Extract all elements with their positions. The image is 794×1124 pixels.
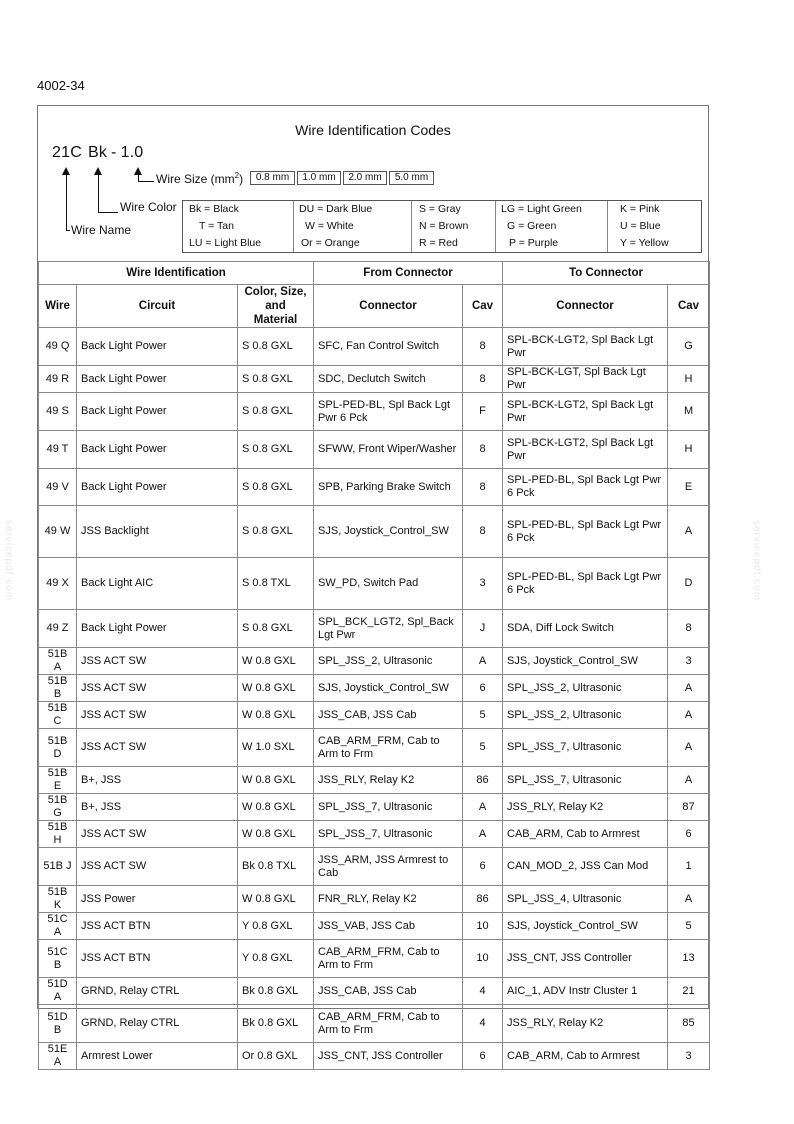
cell-from-connector: JSS_VAB, JSS Cab <box>314 913 463 940</box>
cell-wire: 51C B <box>39 940 77 978</box>
sample-wire-color: Bk <box>87 144 108 161</box>
cell-from-connector: SDC, Declutch Switch <box>314 366 463 393</box>
color-code: T = Tan <box>199 220 234 232</box>
cell-to-cav: A <box>668 506 710 558</box>
cell-circuit: JSS ACT BTN <box>77 913 238 940</box>
cell-to-cav: 6 <box>668 821 710 848</box>
cell-wire: 51B J <box>39 848 77 886</box>
table-row <box>39 1043 710 1070</box>
cell-from-cav: 6 <box>463 675 503 702</box>
cell-color-size-material: Or 0.8 GXL <box>238 1043 314 1070</box>
color-code-grid <box>182 200 702 253</box>
cell-to-connector: AIC_1, ADV Instr Cluster 1 <box>503 978 668 1005</box>
cell-color-size-material: Y 0.8 GXL <box>238 940 314 978</box>
table-row <box>39 558 710 610</box>
cell-color-size-material: W 0.8 GXL <box>238 648 314 675</box>
table-row <box>39 506 710 558</box>
cell-from-cav: 5 <box>463 702 503 729</box>
cell-color-size-material: S 0.8 TXL <box>238 558 314 610</box>
cell-to-connector: SDA, Diff Lock Switch <box>503 610 668 648</box>
cell-circuit: Armrest Lower <box>77 1043 238 1070</box>
cell-wire: 49 X <box>39 558 77 610</box>
cell-from-cav: 8 <box>463 366 503 393</box>
cell-to-cav: 85 <box>668 1005 710 1043</box>
cell-to-cav: 5 <box>668 913 710 940</box>
cell-circuit: Back Light AIC <box>77 558 238 610</box>
cell-wire: 51C A <box>39 913 77 940</box>
cell-to-cav: 3 <box>668 648 710 675</box>
cell-color-size-material: Y 0.8 GXL <box>238 913 314 940</box>
table-row <box>39 821 710 848</box>
cell-from-connector: FNR_RLY, Relay K2 <box>314 886 463 913</box>
cell-wire: 51E A <box>39 1043 77 1070</box>
cell-to-connector: SPL_JSS_2, Ultrasonic <box>503 675 668 702</box>
cell-to-cav: 87 <box>668 794 710 821</box>
cell-to-connector: CAN_MOD_2, JSS Can Mod <box>503 848 668 886</box>
table-row <box>39 978 710 1005</box>
cell-from-connector: CAB_ARM_FRM, Cab to Arm to Frm <box>314 729 463 767</box>
color-code: U = Blue <box>620 220 661 232</box>
color-code: S = Gray <box>419 203 461 215</box>
col-header-from-connector: Connector <box>314 285 463 328</box>
cell-from-connector: SPL_JSS_7, Ultrasonic <box>314 794 463 821</box>
wire-table <box>38 261 710 1070</box>
cell-from-cav: 4 <box>463 1005 503 1043</box>
cell-to-connector: SPL_JSS_2, Ultrasonic <box>503 702 668 729</box>
cell-from-cav: 4 <box>463 978 503 1005</box>
cell-color-size-material: W 0.8 GXL <box>238 675 314 702</box>
cell-from-connector: JSS_CNT, JSS Controller <box>314 1043 463 1070</box>
table-row <box>39 940 710 978</box>
cell-from-cav: A <box>463 821 503 848</box>
wire-color-arrow-icon <box>94 167 102 175</box>
cell-from-cav: 3 <box>463 558 503 610</box>
cell-circuit: Back Light Power <box>77 431 238 469</box>
watermark-right: servicepdf.com <box>751 520 762 602</box>
color-code: R = Red <box>419 237 458 249</box>
cell-to-connector: SPL-BCK-LGT2, Spl Back Lgt Pwr <box>503 328 668 366</box>
cell-circuit: Back Light Power <box>77 366 238 393</box>
table-row <box>39 469 710 506</box>
cell-circuit: JSS ACT SW <box>77 702 238 729</box>
wire-size-option: 0.8 mm <box>250 171 295 185</box>
cell-circuit: Back Light Power <box>77 610 238 648</box>
cell-circuit: Back Light Power <box>77 469 238 506</box>
cell-to-cav: D <box>668 558 710 610</box>
col-header-wire: Wire <box>39 285 77 328</box>
cell-color-size-material: Bk 0.8 GXL <box>238 1005 314 1043</box>
cell-to-cav: A <box>668 729 710 767</box>
cell-color-size-material: S 0.8 GXL <box>238 366 314 393</box>
cell-from-cav: A <box>463 794 503 821</box>
cell-from-connector: JSS_CAB, JSS Cab <box>314 978 463 1005</box>
cell-to-connector: SPL-BCK-LGT, Spl Back Lgt Pwr <box>503 366 668 393</box>
cell-to-connector: SPL-PED-BL, Spl Back Lgt Pwr 6 Pck <box>503 469 668 506</box>
cell-to-cav: E <box>668 469 710 506</box>
cell-to-cav: H <box>668 431 710 469</box>
cell-to-connector: CAB_ARM, Cab to Armrest <box>503 821 668 848</box>
cell-from-cav: 10 <box>463 913 503 940</box>
watermark-left: servicepdf.com <box>3 520 14 602</box>
table-row <box>39 675 710 702</box>
table-row <box>39 702 710 729</box>
cell-circuit: Back Light Power <box>77 393 238 431</box>
cell-to-connector: SPL-BCK-LGT2, Spl Back Lgt Pwr <box>503 393 668 431</box>
cell-from-connector: SPL_JSS_7, Ultrasonic <box>314 821 463 848</box>
cell-color-size-material: W 0.8 GXL <box>238 821 314 848</box>
cell-circuit: B+, JSS <box>77 794 238 821</box>
cell-circuit: Back Light Power <box>77 328 238 366</box>
sample-wire-size: 1.0 <box>120 144 144 161</box>
cell-to-cav: 13 <box>668 940 710 978</box>
cell-color-size-material: S 0.8 GXL <box>238 610 314 648</box>
cell-to-cav: H <box>668 366 710 393</box>
cell-from-cav: 86 <box>463 767 503 794</box>
cell-from-cav: F <box>463 393 503 431</box>
col-header-from-cav: Cav <box>463 285 503 328</box>
cell-to-cav: 3 <box>668 1043 710 1070</box>
cell-circuit: B+, JSS <box>77 767 238 794</box>
cell-from-connector: SJS, Joystick_Control_SW <box>314 506 463 558</box>
cell-circuit: JSS ACT SW <box>77 821 238 848</box>
cell-wire: 49 S <box>39 393 77 431</box>
cell-wire: 51B H <box>39 821 77 848</box>
table-row <box>39 648 710 675</box>
wire-name-label: Wire Name <box>71 223 132 237</box>
color-code: LU = Light Blue <box>189 237 262 249</box>
cell-to-connector: JSS_RLY, Relay K2 <box>503 1005 668 1043</box>
cell-from-connector: CAB_ARM_FRM, Cab to Arm to Frm <box>314 1005 463 1043</box>
cell-color-size-material: W 0.8 GXL <box>238 794 314 821</box>
cell-from-connector: SPL_BCK_LGT2, Spl_Back Lgt Pwr <box>314 610 463 648</box>
table-row <box>39 610 710 648</box>
group-header-wire-id: Wire Identification <box>39 262 314 285</box>
cell-to-cav: 8 <box>668 610 710 648</box>
cell-from-cav: 8 <box>463 328 503 366</box>
sample-wire-name: 21C <box>52 144 82 161</box>
cell-wire: 49 R <box>39 366 77 393</box>
cell-to-connector: SPL-BCK-LGT2, Spl Back Lgt Pwr <box>503 431 668 469</box>
col-header-color-size-material: Color, Size, and Material <box>238 285 314 328</box>
cell-from-connector: SPL_JSS_2, Ultrasonic <box>314 648 463 675</box>
color-code: W = White <box>305 220 354 232</box>
wire-color-label: Wire Color <box>120 200 177 214</box>
cell-to-cav: A <box>668 702 710 729</box>
cell-from-connector: SPL-PED-BL, Spl Back Lgt Pwr 6 Pck <box>314 393 463 431</box>
table-row <box>39 767 710 794</box>
cell-color-size-material: W 0.8 GXL <box>238 702 314 729</box>
cell-wire: 51B K <box>39 886 77 913</box>
cell-circuit: JSS ACT SW <box>77 675 238 702</box>
table-row <box>39 1005 710 1043</box>
cell-wire: 51B E <box>39 767 77 794</box>
table-row <box>39 431 710 469</box>
col-header-to-connector: Connector <box>503 285 668 328</box>
cell-to-cav: 1 <box>668 848 710 886</box>
color-code: DU = Dark Blue <box>299 203 373 215</box>
cell-from-cav: 10 <box>463 940 503 978</box>
wire-size-label: Wire Size $(mm^2)$ <box>156 171 244 186</box>
group-header-from: From Connector <box>314 262 503 285</box>
table-row <box>39 913 710 940</box>
cell-to-connector: SJS, Joystick_Control_SW <box>503 913 668 940</box>
cell-from-cav: 86 <box>463 886 503 913</box>
cell-to-connector: SPL_JSS_4, Ultrasonic <box>503 886 668 913</box>
color-code: Bk = Black <box>189 203 239 215</box>
cell-from-connector: SJS, Joystick_Control_SW <box>314 675 463 702</box>
cell-circuit: GRND, Relay CTRL <box>77 1005 238 1043</box>
table-row <box>39 729 710 767</box>
wire-size-option: 2.0 mm <box>343 171 387 185</box>
cell-to-connector: SJS, Joystick_Control_SW <box>503 648 668 675</box>
cell-circuit: JSS Power <box>77 886 238 913</box>
cell-from-cav: 8 <box>463 469 503 506</box>
cell-from-cav: 8 <box>463 506 503 558</box>
table-row <box>39 393 710 431</box>
table-row <box>39 328 710 366</box>
cell-from-cav: 8 <box>463 431 503 469</box>
cell-to-cav: A <box>668 675 710 702</box>
cell-from-connector: SFWW, Front Wiper/Washer <box>314 431 463 469</box>
table-row <box>39 886 710 913</box>
color-code: N = Brown <box>419 220 469 232</box>
cell-color-size-material: S 0.8 GXL <box>238 506 314 558</box>
cell-wire: 49 Z <box>39 610 77 648</box>
cell-to-connector: SPL-PED-BL, Spl Back Lgt Pwr 6 Pck <box>503 558 668 610</box>
cell-to-connector: JSS_RLY, Relay K2 <box>503 794 668 821</box>
cell-wire: 49 W <box>39 506 77 558</box>
cell-to-cav: 21 <box>668 978 710 1005</box>
cell-circuit: JSS ACT SW <box>77 648 238 675</box>
cell-wire: 51B D <box>39 729 77 767</box>
cell-from-cav: A <box>463 648 503 675</box>
cell-wire: 51D B <box>39 1005 77 1043</box>
cell-circuit: JSS ACT SW <box>77 729 238 767</box>
cell-from-connector: SFC, Fan Control Switch <box>314 328 463 366</box>
color-code: Y = Yellow <box>620 237 669 249</box>
cell-from-connector: CAB_ARM_FRM, Cab to Arm to Frm <box>314 940 463 978</box>
table-row <box>39 848 710 886</box>
cell-from-cav: 6 <box>463 1043 503 1070</box>
table-row <box>39 794 710 821</box>
legend-title: Wire Identification Codes <box>295 122 451 138</box>
cell-wire: 49 Q <box>39 328 77 366</box>
cell-circuit: GRND, Relay CTRL <box>77 978 238 1005</box>
cell-from-connector: SW_PD, Switch Pad <box>314 558 463 610</box>
cell-wire: 51D A <box>39 978 77 1005</box>
wire-size-arrow-icon <box>134 167 142 175</box>
cell-from-cav: J <box>463 610 503 648</box>
wire-size-option: 1.0 mm <box>297 171 341 185</box>
cell-from-connector: JSS_CAB, JSS Cab <box>314 702 463 729</box>
color-code: P = Purple <box>509 237 559 249</box>
wire-id-frame <box>37 105 709 1068</box>
sample-dash: - <box>111 144 117 161</box>
cell-wire: 51B C <box>39 702 77 729</box>
cell-to-connector: CAB_ARM, Cab to Armrest <box>503 1043 668 1070</box>
cell-to-cav: A <box>668 886 710 913</box>
wire-name-arrow-icon <box>62 167 70 175</box>
color-code: Or = Orange <box>301 237 360 249</box>
cell-color-size-material: S 0.8 GXL <box>238 393 314 431</box>
cell-color-size-material: S 0.8 GXL <box>238 328 314 366</box>
cell-from-cav: 6 <box>463 848 503 886</box>
color-code: LG = Light Green <box>501 203 582 215</box>
cell-wire: 49 V <box>39 469 77 506</box>
table-row <box>39 366 710 393</box>
cell-color-size-material: S 0.8 GXL <box>238 431 314 469</box>
cell-to-cav: A <box>668 767 710 794</box>
col-header-to-cav: Cav <box>668 285 710 328</box>
col-header-circuit: Circuit <box>77 285 238 328</box>
cell-circuit: JSS Backlight <box>77 506 238 558</box>
color-code: G = Green <box>507 220 557 232</box>
cell-wire: 49 T <box>39 431 77 469</box>
cell-color-size-material: Bk 0.8 TXL <box>238 848 314 886</box>
cell-color-size-material: Bk 0.8 GXL <box>238 978 314 1005</box>
color-code: K = Pink <box>620 203 660 215</box>
cell-to-connector: SPL-PED-BL, Spl Back Lgt Pwr 6 Pck <box>503 506 668 558</box>
cell-to-cav: G <box>668 328 710 366</box>
cell-to-cav: M <box>668 393 710 431</box>
cell-circuit: JSS ACT BTN <box>77 940 238 978</box>
wire-size-option: 5.0 mm <box>389 171 434 185</box>
cell-color-size-material: S 0.8 GXL <box>238 469 314 506</box>
cell-wire: 51B B <box>39 675 77 702</box>
cell-from-cav: 5 <box>463 729 503 767</box>
page-number: 4002-34 <box>37 78 85 93</box>
cell-color-size-material: W 0.8 GXL <box>238 886 314 913</box>
cell-circuit: JSS ACT SW <box>77 848 238 886</box>
cell-from-connector: JSS_RLY, Relay K2 <box>314 767 463 794</box>
cell-to-connector: SPL_JSS_7, Ultrasonic <box>503 729 668 767</box>
cell-to-connector: SPL_JSS_7, Ultrasonic <box>503 767 668 794</box>
cell-color-size-material: W 0.8 GXL <box>238 767 314 794</box>
cell-to-connector: JSS_CNT, JSS Controller <box>503 940 668 978</box>
cell-wire: 51B G <box>39 794 77 821</box>
group-header-to: To Connector <box>503 262 710 285</box>
cell-from-connector: JSS_ARM, JSS Armrest to Cab <box>314 848 463 886</box>
cell-color-size-material: W 1.0 SXL <box>238 729 314 767</box>
cell-from-connector: SPB, Parking Brake Switch <box>314 469 463 506</box>
cell-wire: 51B A <box>39 648 77 675</box>
wire-rows <box>39 328 710 1070</box>
legend-sample-code <box>52 144 149 162</box>
